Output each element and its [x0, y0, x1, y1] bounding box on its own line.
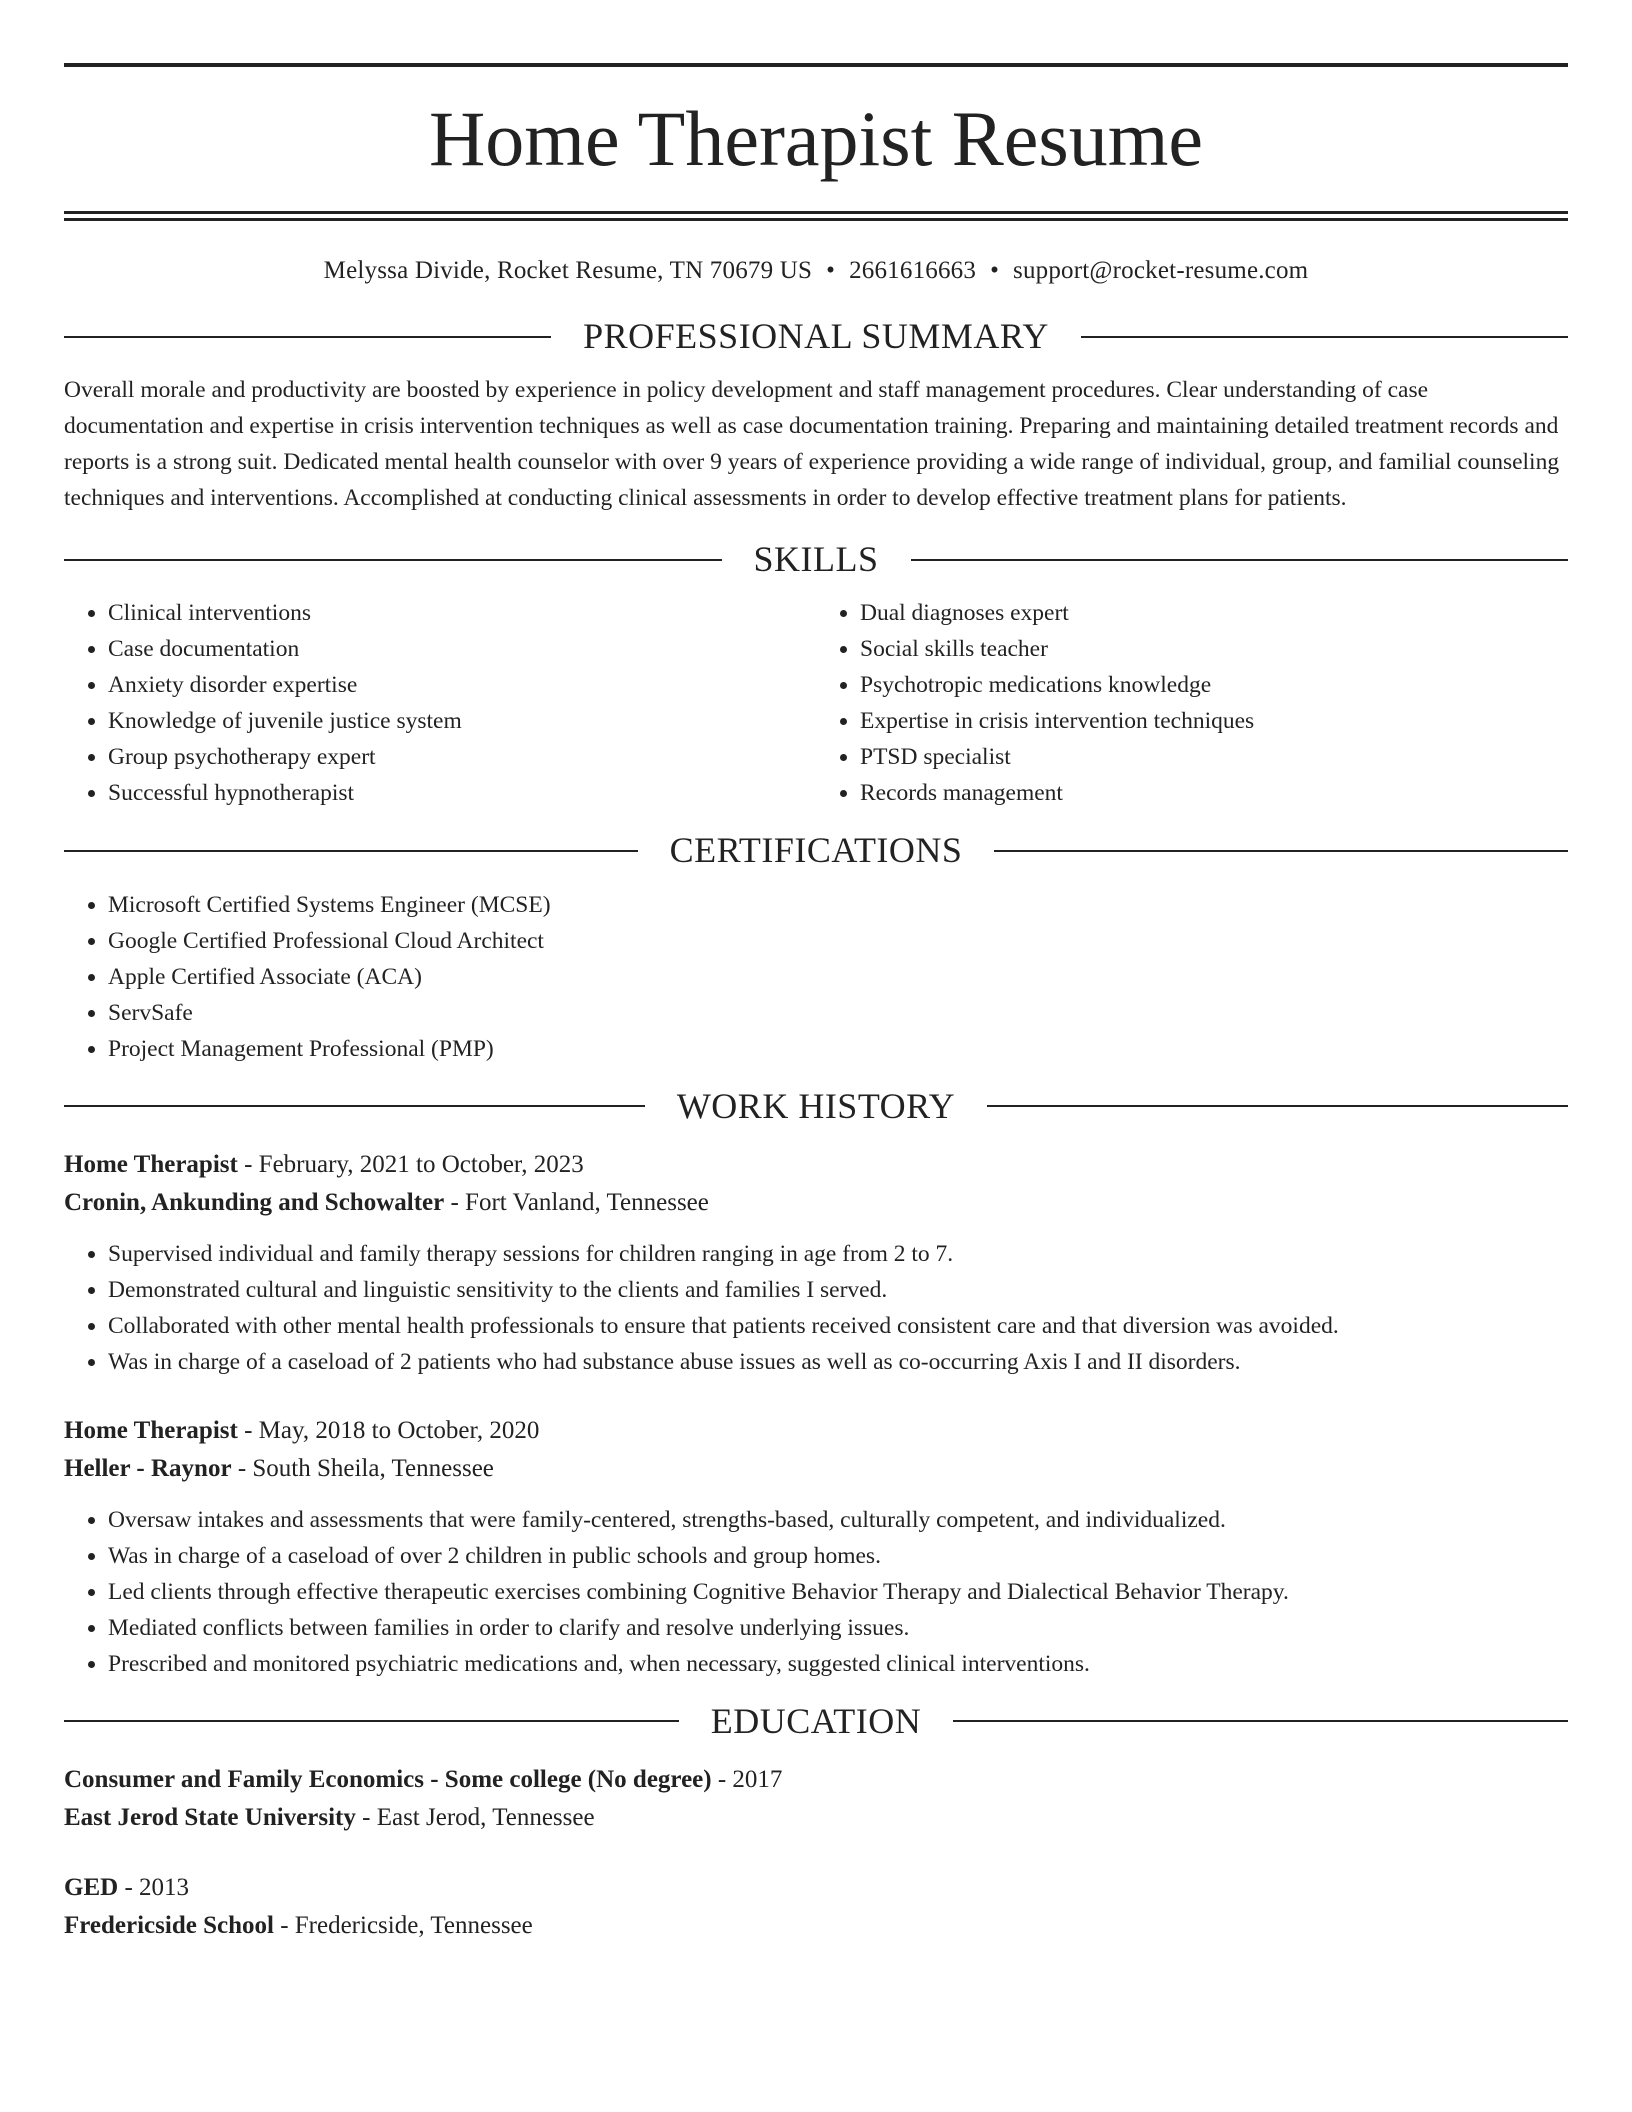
page-title: Home Therapist Resume: [428, 95, 1204, 182]
summary-text: Overall morale and productivity are boosted by experience in policy development and staff management procedures. Clear understanding of case documentation and expertise in crisis intervention techniques as well as case documentation training. Preparing and maintaining detailed treatment records and reports is a strong suit. Dedicated mental health counselor with over 9 years of experience providing a wide range of individual, group, and familial counseling techniques and interventions. Accomplished at conducting clinical assessments in order to develop effective treatment plans for patients.: [64, 377, 1560, 512]
job-title-line: [64, 1412, 1568, 1450]
work-history-heading: [64, 1085, 1568, 1128]
heading-rule: [953, 1720, 1568, 1722]
skill-item: • Case documentation: [108, 631, 816, 667]
job-dates: - May, 2018 to October, 2020: [237, 1416, 540, 1444]
job-bullets: [64, 1236, 1568, 1380]
education-entry: [64, 1869, 1568, 1945]
skill-item: • Social skills teacher: [860, 631, 1568, 667]
skill-item: • Knowledge of juvenile justice system: [108, 703, 816, 739]
skill-item: • Psychotropic medications knowledge: [860, 667, 1568, 703]
skills-list: [64, 595, 1568, 811]
job-entry: [64, 1146, 1568, 1380]
contact-separator: •: [990, 257, 1000, 284]
job-dates: - February, 2021 to October, 2023: [237, 1150, 584, 1178]
job-bullet: • Mediated conflicts between families in order to clarify and resolve underlying issues.: [108, 1610, 1568, 1646]
skills-heading-label: SKILLS: [753, 539, 879, 580]
education-degree: Consumer and Family Economics - Some college (No degree): [64, 1765, 712, 1793]
education-school-line: [64, 1799, 1568, 1837]
job-location: - South Sheila, Tennessee: [231, 1454, 494, 1482]
job-bullet: • Demonstrated cultural and linguistic sensitivity to the clients and families I served.: [108, 1272, 1568, 1308]
skill-item: • Group psychotherapy expert: [108, 739, 816, 775]
skill-item: • PTSD specialist: [860, 739, 1568, 775]
job-entry: [64, 1412, 1568, 1682]
skill-item: • Clinical interventions: [108, 595, 816, 631]
certification-item: • Google Certified Professional Cloud Architect: [108, 923, 1568, 959]
certification-item: • Microsoft Certified Systems Engineer (MCSE): [108, 887, 1568, 923]
heading-rule: [64, 1720, 679, 1722]
heading-rule: [64, 336, 551, 338]
skills-heading: [64, 538, 1568, 581]
heading-rule: [64, 559, 722, 561]
job-bullets: [64, 1502, 1568, 1682]
education-degree-line: [64, 1869, 1568, 1907]
education-entry: [64, 1761, 1568, 1837]
education-heading: [64, 1700, 1568, 1743]
summary-heading-label: PROFESSIONAL SUMMARY: [583, 316, 1049, 356]
summary-heading: [64, 315, 1568, 358]
certifications-heading: [64, 829, 1568, 872]
job-company: Heller - Raynor: [64, 1454, 232, 1482]
skill-item: • Dual diagnoses expert: [860, 595, 1568, 631]
education-degree: GED: [64, 1873, 119, 1901]
education-school-line: [64, 1907, 1568, 1945]
heading-rule: [64, 850, 638, 852]
heading-rule: [994, 850, 1568, 852]
work-history-heading-label: WORK HISTORY: [676, 1085, 956, 1126]
job-company-line: [64, 1450, 1568, 1488]
contact-separator: •: [826, 257, 836, 284]
job-bullet: • Collaborated with other mental health professionals to ensure that patients received consistent care and that diversion was avoided.: [108, 1308, 1568, 1344]
job-location: - Fort Vanland, Tennessee: [444, 1188, 709, 1216]
education-year: - 2013: [118, 1873, 190, 1901]
skill-item: • Anxiety disorder expertise: [108, 667, 816, 703]
education-location: - East Jerod, Tennessee: [355, 1803, 595, 1831]
education-year: - 2017: [711, 1765, 783, 1793]
job-bullet: • Was in charge of a caseload of over 2 children in public schools and group homes.: [108, 1538, 1568, 1574]
job-bullet: • Oversaw intakes and assessments that were family-centered, strengths-based, culturally competent, and individualized.: [108, 1502, 1568, 1538]
education-school: East Jerod State University: [64, 1803, 356, 1831]
job-bullet: • Led clients through effective therapeutic exercises combining Cognitive Behavior Therapy and Dialectical Behavior Therapy.: [108, 1574, 1568, 1610]
certifications-heading-label: CERTIFICATIONS: [669, 830, 963, 871]
certification-item: • Project Management Professional (PMP): [108, 1031, 1568, 1067]
contact-phone: 2661616663: [849, 257, 977, 284]
contact-line: [64, 257, 1568, 285]
certification-item: • Apple Certified Associate (ACA): [108, 959, 1568, 995]
skills-right-column: [816, 595, 1568, 811]
skill-item: • Successful hypnotherapist: [108, 775, 816, 811]
heading-rule: [987, 1105, 1568, 1107]
education-location: - Fredericside, Tennessee: [273, 1911, 533, 1939]
contact-address: Melyssa Divide, Rocket Resume, TN 70679 US: [323, 257, 813, 284]
certification-item: • ServSafe: [108, 995, 1568, 1031]
education-school: Fredericside School: [64, 1911, 274, 1939]
job-title: Home Therapist: [64, 1416, 238, 1444]
job-title: Home Therapist: [64, 1150, 238, 1178]
job-title-line: [64, 1146, 1568, 1184]
education-heading-label: EDUCATION: [710, 1700, 922, 1741]
certifications-list: [64, 887, 1568, 1067]
skill-item: • Records management: [860, 775, 1568, 811]
job-company: Cronin, Ankunding and Schowalter: [64, 1188, 445, 1216]
job-bullet: • Was in charge of a caseload of 2 patients who had substance abuse issues as well as co-occurring Axis I and II disorders.: [108, 1344, 1568, 1380]
skills-left-column: [64, 595, 816, 811]
contact-email: support@rocket-resume.com: [1013, 257, 1309, 284]
skill-item: • Expertise in crisis intervention techniques: [860, 703, 1568, 739]
job-bullet: • Prescribed and monitored psychiatric medications and, when necessary, suggested clinical interventions.: [108, 1646, 1568, 1682]
title-double-rule: [64, 211, 1568, 221]
resume-page: [64, 0, 1568, 1945]
education-degree-line: [64, 1761, 1568, 1799]
top-rule: [64, 63, 1568, 67]
job-company-line: [64, 1184, 1568, 1222]
heading-rule: [64, 1105, 645, 1107]
job-bullet: • Supervised individual and family therapy sessions for children ranging in age from 2 to 7.: [108, 1236, 1568, 1272]
heading-rule: [911, 559, 1569, 561]
heading-rule: [1081, 336, 1568, 338]
